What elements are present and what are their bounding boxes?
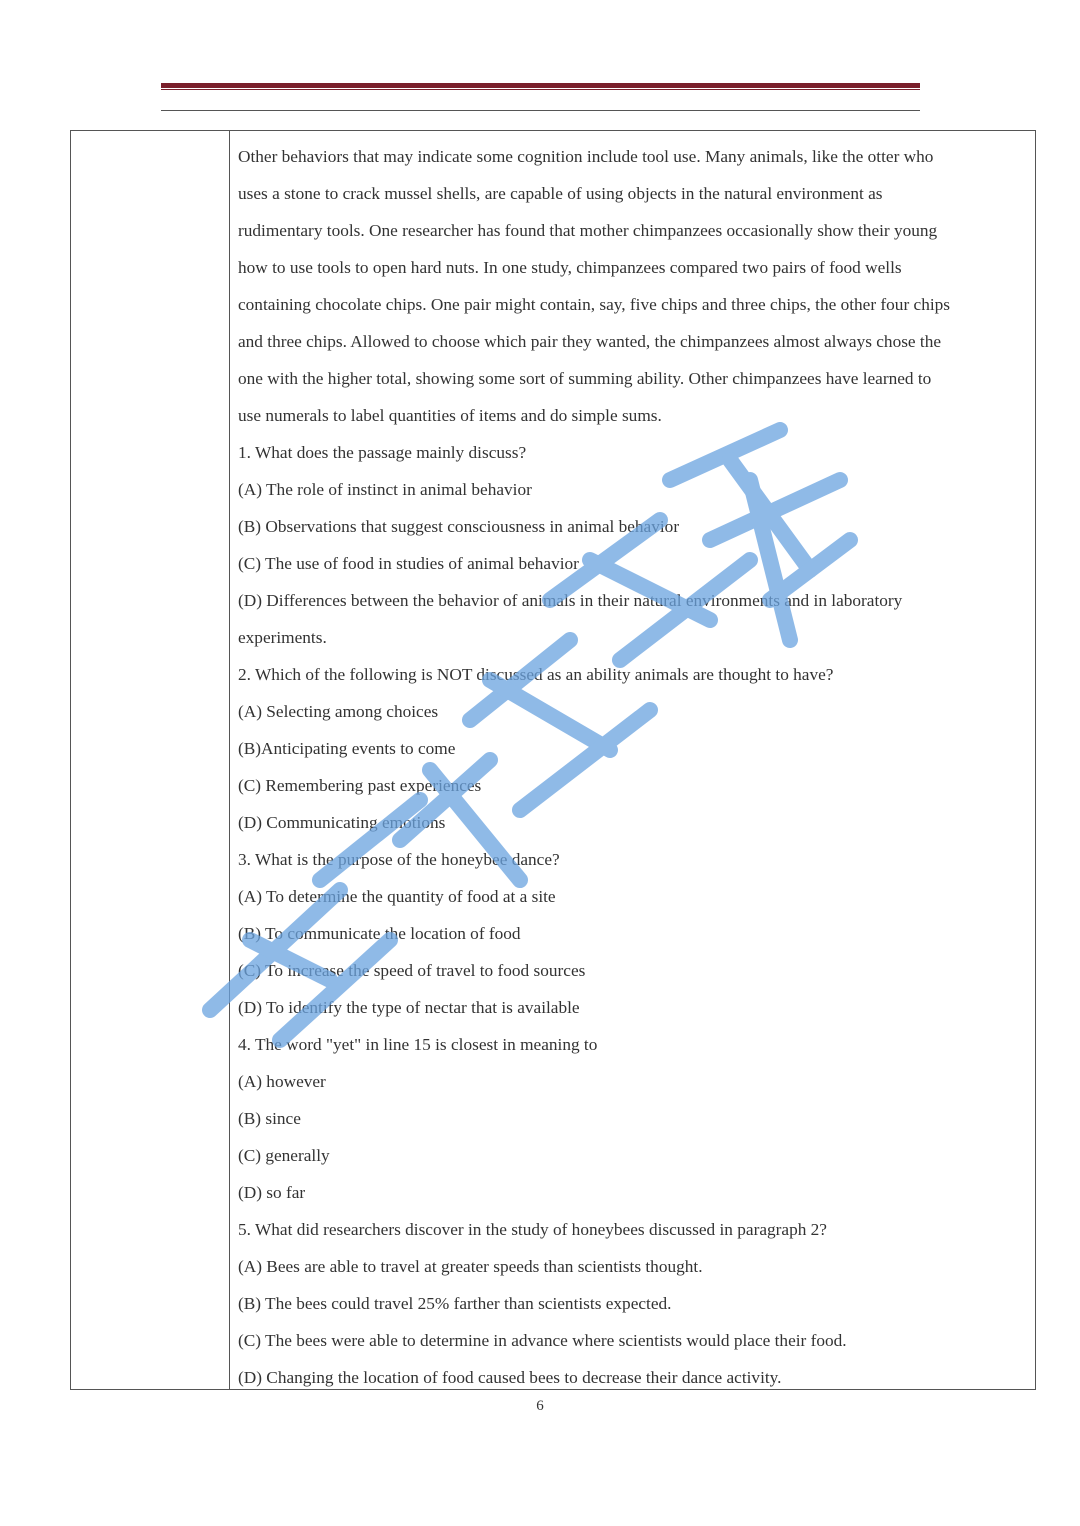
question-stem: 2. Which of the following is NOT discussed as an ability animals are thought to have? [238, 665, 834, 684]
answer-option: (B) To communicate the location of food [238, 924, 521, 943]
passage-line: Other behaviors that may indicate some cognition include tool use. Many animals, like the otter who [238, 147, 934, 166]
answer-option: (C) The bees were able to determine in advance where scientists would place their food. [238, 1331, 847, 1350]
question-3 [238, 841, 1030, 1026]
answer-option: (C) To increase the speed of travel to food sources [238, 961, 586, 980]
answer-option: (A) The role of instinct in animal behavior [238, 480, 532, 499]
header-rule-thin [161, 110, 920, 111]
passage-line: uses a stone to crack mussel shells, are capable of using objects in the natural environment as [238, 184, 883, 203]
question-4 [238, 1026, 1030, 1211]
answer-option: (A) however [238, 1072, 326, 1091]
answer-option: (C) The use of food in studies of animal behavior [238, 554, 579, 573]
answer-option: (A) Bees are able to travel at greater speeds than scientists thought. [238, 1257, 703, 1276]
answer-option: (B) The bees could travel 25% farther than scientists expected. [238, 1294, 672, 1313]
passage-line: and three chips. Allowed to choose which pair they wanted, the chimpanzees almost always chose the [238, 332, 942, 351]
passage-and-questions [238, 138, 1030, 1396]
answer-option: (D) To identify the type of nectar that is available [238, 998, 580, 1017]
answer-option: (D) Differences between the behavior of animals in their natural environments and in laboratory [238, 591, 903, 610]
answer-option: (A) Selecting among choices [238, 702, 439, 721]
passage-line: rudimentary tools. One researcher has found that mother chimpanzees occasionally show their young [238, 221, 938, 240]
question-stem: 5. What did researchers discover in the study of honeybees discussed in paragraph 2? [238, 1220, 827, 1239]
answer-option: (D) so far [238, 1183, 306, 1202]
question-2 [238, 656, 1030, 841]
header-rule-thick [161, 83, 920, 88]
answer-option: (D) Communicating emotions [238, 813, 446, 832]
question-5 [238, 1211, 1030, 1396]
header-rule-double [161, 89, 920, 90]
question-stem: 4. The word "yet" in line 15 is closest in meaning to [238, 1035, 598, 1054]
table-column-divider [229, 131, 230, 1389]
answer-option: (B)Anticipating events to come [238, 739, 456, 758]
answer-option: (C) Remembering past experiences [238, 776, 482, 795]
answer-option-continuation: experiments. [238, 628, 327, 647]
answer-option: (C) generally [238, 1146, 330, 1165]
passage-line: one with the higher total, showing some sort of summing ability. Other chimpanzees have learned to [238, 369, 932, 388]
question-stem: 1. What does the passage mainly discuss? [238, 443, 527, 462]
passage-line: how to use tools to open hard nuts. In one study, chimpanzees compared two pairs of food wells [238, 258, 902, 277]
passage-line: containing chocolate chips. One pair might contain, say, five chips and three chips, the other four chips [238, 295, 950, 314]
answer-option: (A) To determine the quantity of food at a site [238, 887, 556, 906]
answer-option: (D) Changing the location of food caused bees to decrease their dance activity. [238, 1368, 782, 1387]
passage-paragraph [238, 138, 1030, 434]
page-number: 6 [536, 1398, 544, 1414]
passage-line: use numerals to label quantities of items and do simple sums. [238, 406, 662, 425]
question-1 [238, 434, 1030, 656]
answer-option: (B) since [238, 1109, 301, 1128]
answer-option: (B) Observations that suggest consciousness in animal behavior [238, 517, 680, 536]
question-stem: 3. What is the purpose of the honeybee dance? [238, 850, 560, 869]
